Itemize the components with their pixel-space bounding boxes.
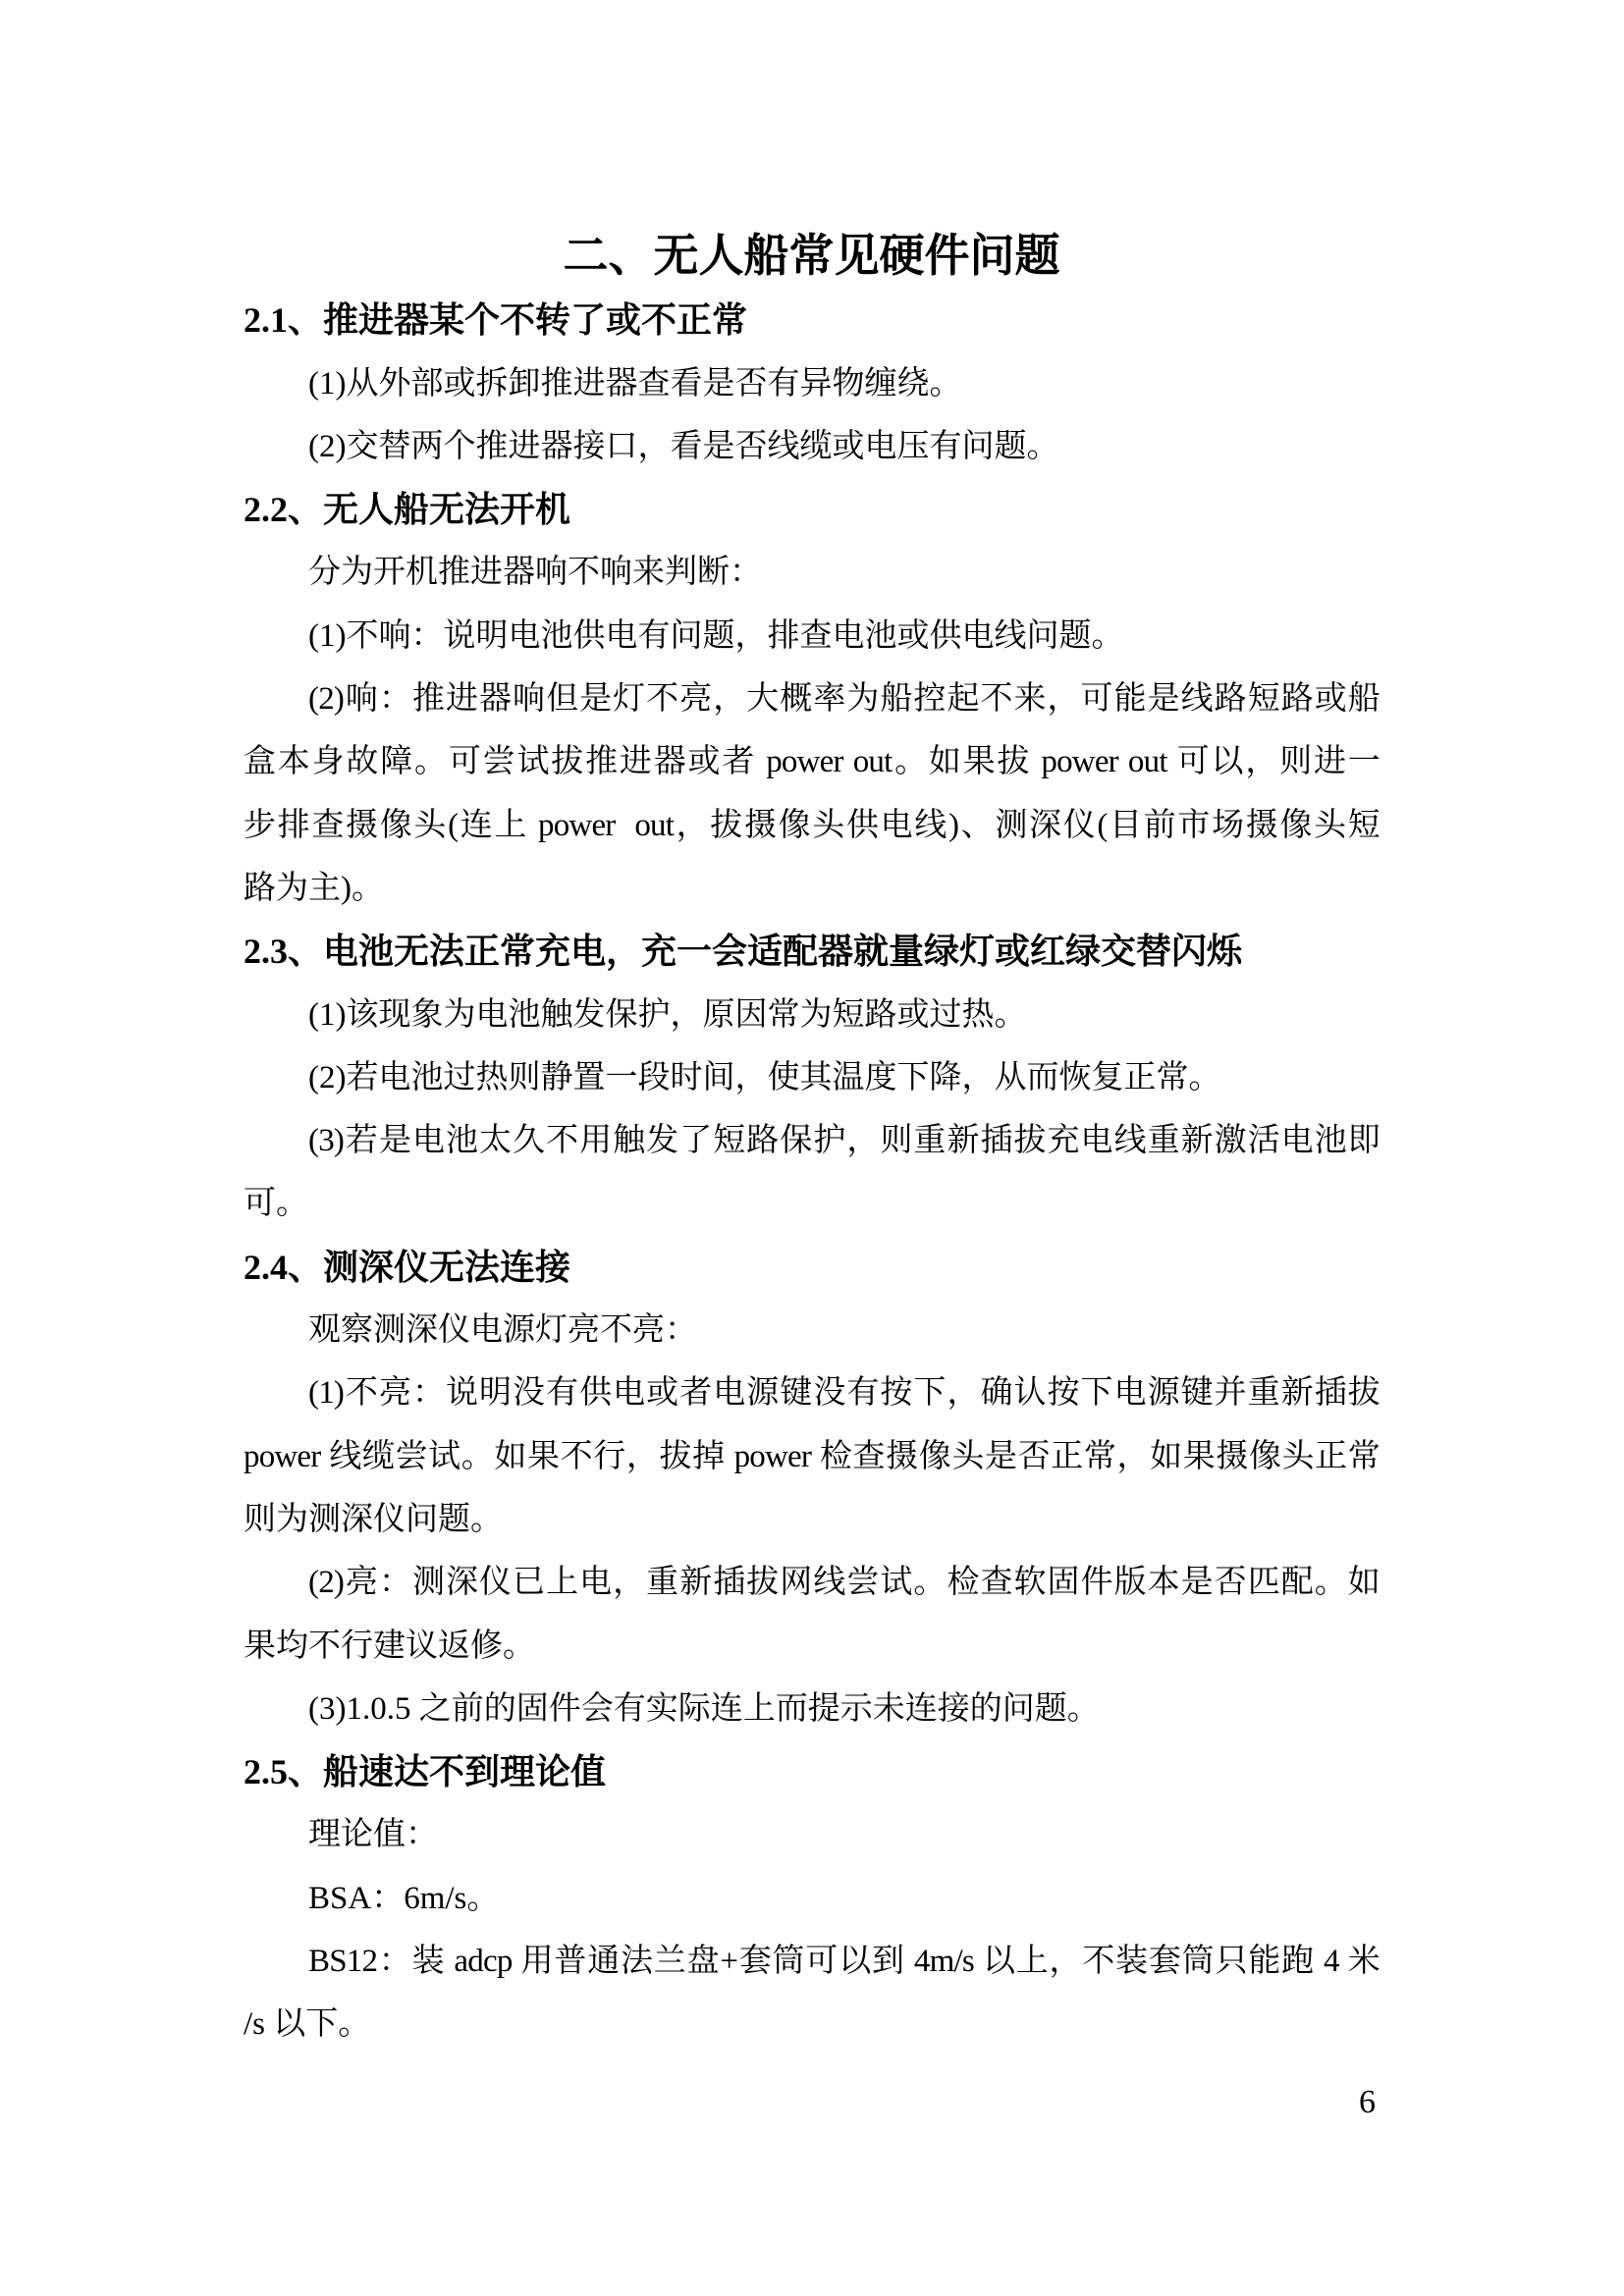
paragraph-line: 步排查摄像头(连上 power out，拔摄像头供电线)、测深仪(目前市场摄像头短	[244, 807, 1380, 843]
document-body	[244, 226, 1380, 2056]
section-2-5-heading: 2.5、船速达不到理论值	[244, 1752, 607, 1792]
paragraph-line: 理论值：	[308, 1817, 438, 1853]
paragraph-line: (1)从外部或拆卸推进器查看是否有异物缠绕。	[308, 365, 962, 401]
document-title: 二、无人船常见硬件问题	[563, 230, 1060, 281]
section-2-1-heading: 2.1、推进器某个不转了或不正常	[244, 300, 748, 341]
paragraph-line: 盒本身故障。可尝试拔推进器或者 power out。如果拔 power out 可以，则进一	[244, 744, 1380, 780]
paragraph-line: power 线缆尝试。如果不行，拔掉 power 检查摄像头是否正常，如果摄像头正常	[244, 1438, 1380, 1474]
paragraph-line: (1)该现象为电池触发保护，原因常为短路或过热。	[308, 996, 1027, 1033]
paragraph-line: 路为主)。	[244, 870, 384, 906]
section-2-2-heading: 2.2、无人船无法开机	[244, 490, 571, 530]
paragraph-line: (3)若是电池太久不用触发了短路保护，则重新插拔充电线重新激活电池即	[308, 1123, 1380, 1159]
paragraph-line: (2)亮：测深仪已上电，重新插拔网线尝试。检查软固件版本是否匹配。如	[308, 1565, 1380, 1601]
paragraph-line: /s 以下。	[244, 2006, 371, 2043]
paragraph-line: 可。	[244, 1186, 308, 1222]
paragraph-line: BS12：装 adcp 用普通法兰盘+套筒可以到 4m/s 以上，不装套筒只能跑 4 米	[308, 1944, 1380, 1980]
paragraph-line: 则为测深仪问题。	[244, 1501, 503, 1537]
paragraph-line: 观察测深仪电源灯亮不亮：	[308, 1312, 697, 1349]
paragraph-line: (1)不亮：说明没有供电或者电源键没有按下，确认按下电源键并重新插拔	[308, 1375, 1380, 1412]
paragraph-line: (3)1.0.5 之前的固件会有实际连上而提示未连接的问题。	[308, 1690, 1100, 1727]
paragraph-line: (2)交替两个推进器接口，看是否线缆或电压有问题。	[308, 428, 1059, 464]
paragraph-line: 分为开机推进器响不响来判断：	[308, 555, 762, 591]
section-2-4-heading: 2.4、测深仪无法连接	[244, 1247, 571, 1287]
paragraph-line: 果均不行建议返修。	[244, 1628, 535, 1664]
paragraph-line: (2)若电池过热则静置一段时间，使其温度下降，从而恢复正常。	[308, 1059, 1221, 1095]
paragraph-line: BSA：6m/s。	[308, 1880, 500, 1916]
paragraph-line: (1)不响：说明电池供电有问题，排查电池或供电线问题。	[308, 617, 1124, 654]
page-number: 6	[1359, 2084, 1376, 2120]
section-2-3-heading: 2.3、电池无法正常充电，充一会适配器就量绿灯或红绿交替闪烁	[244, 932, 1243, 972]
paragraph-line: (2)响：推进器响但是灯不亮，大概率为船控起不来，可能是线路短路或船	[308, 681, 1380, 718]
